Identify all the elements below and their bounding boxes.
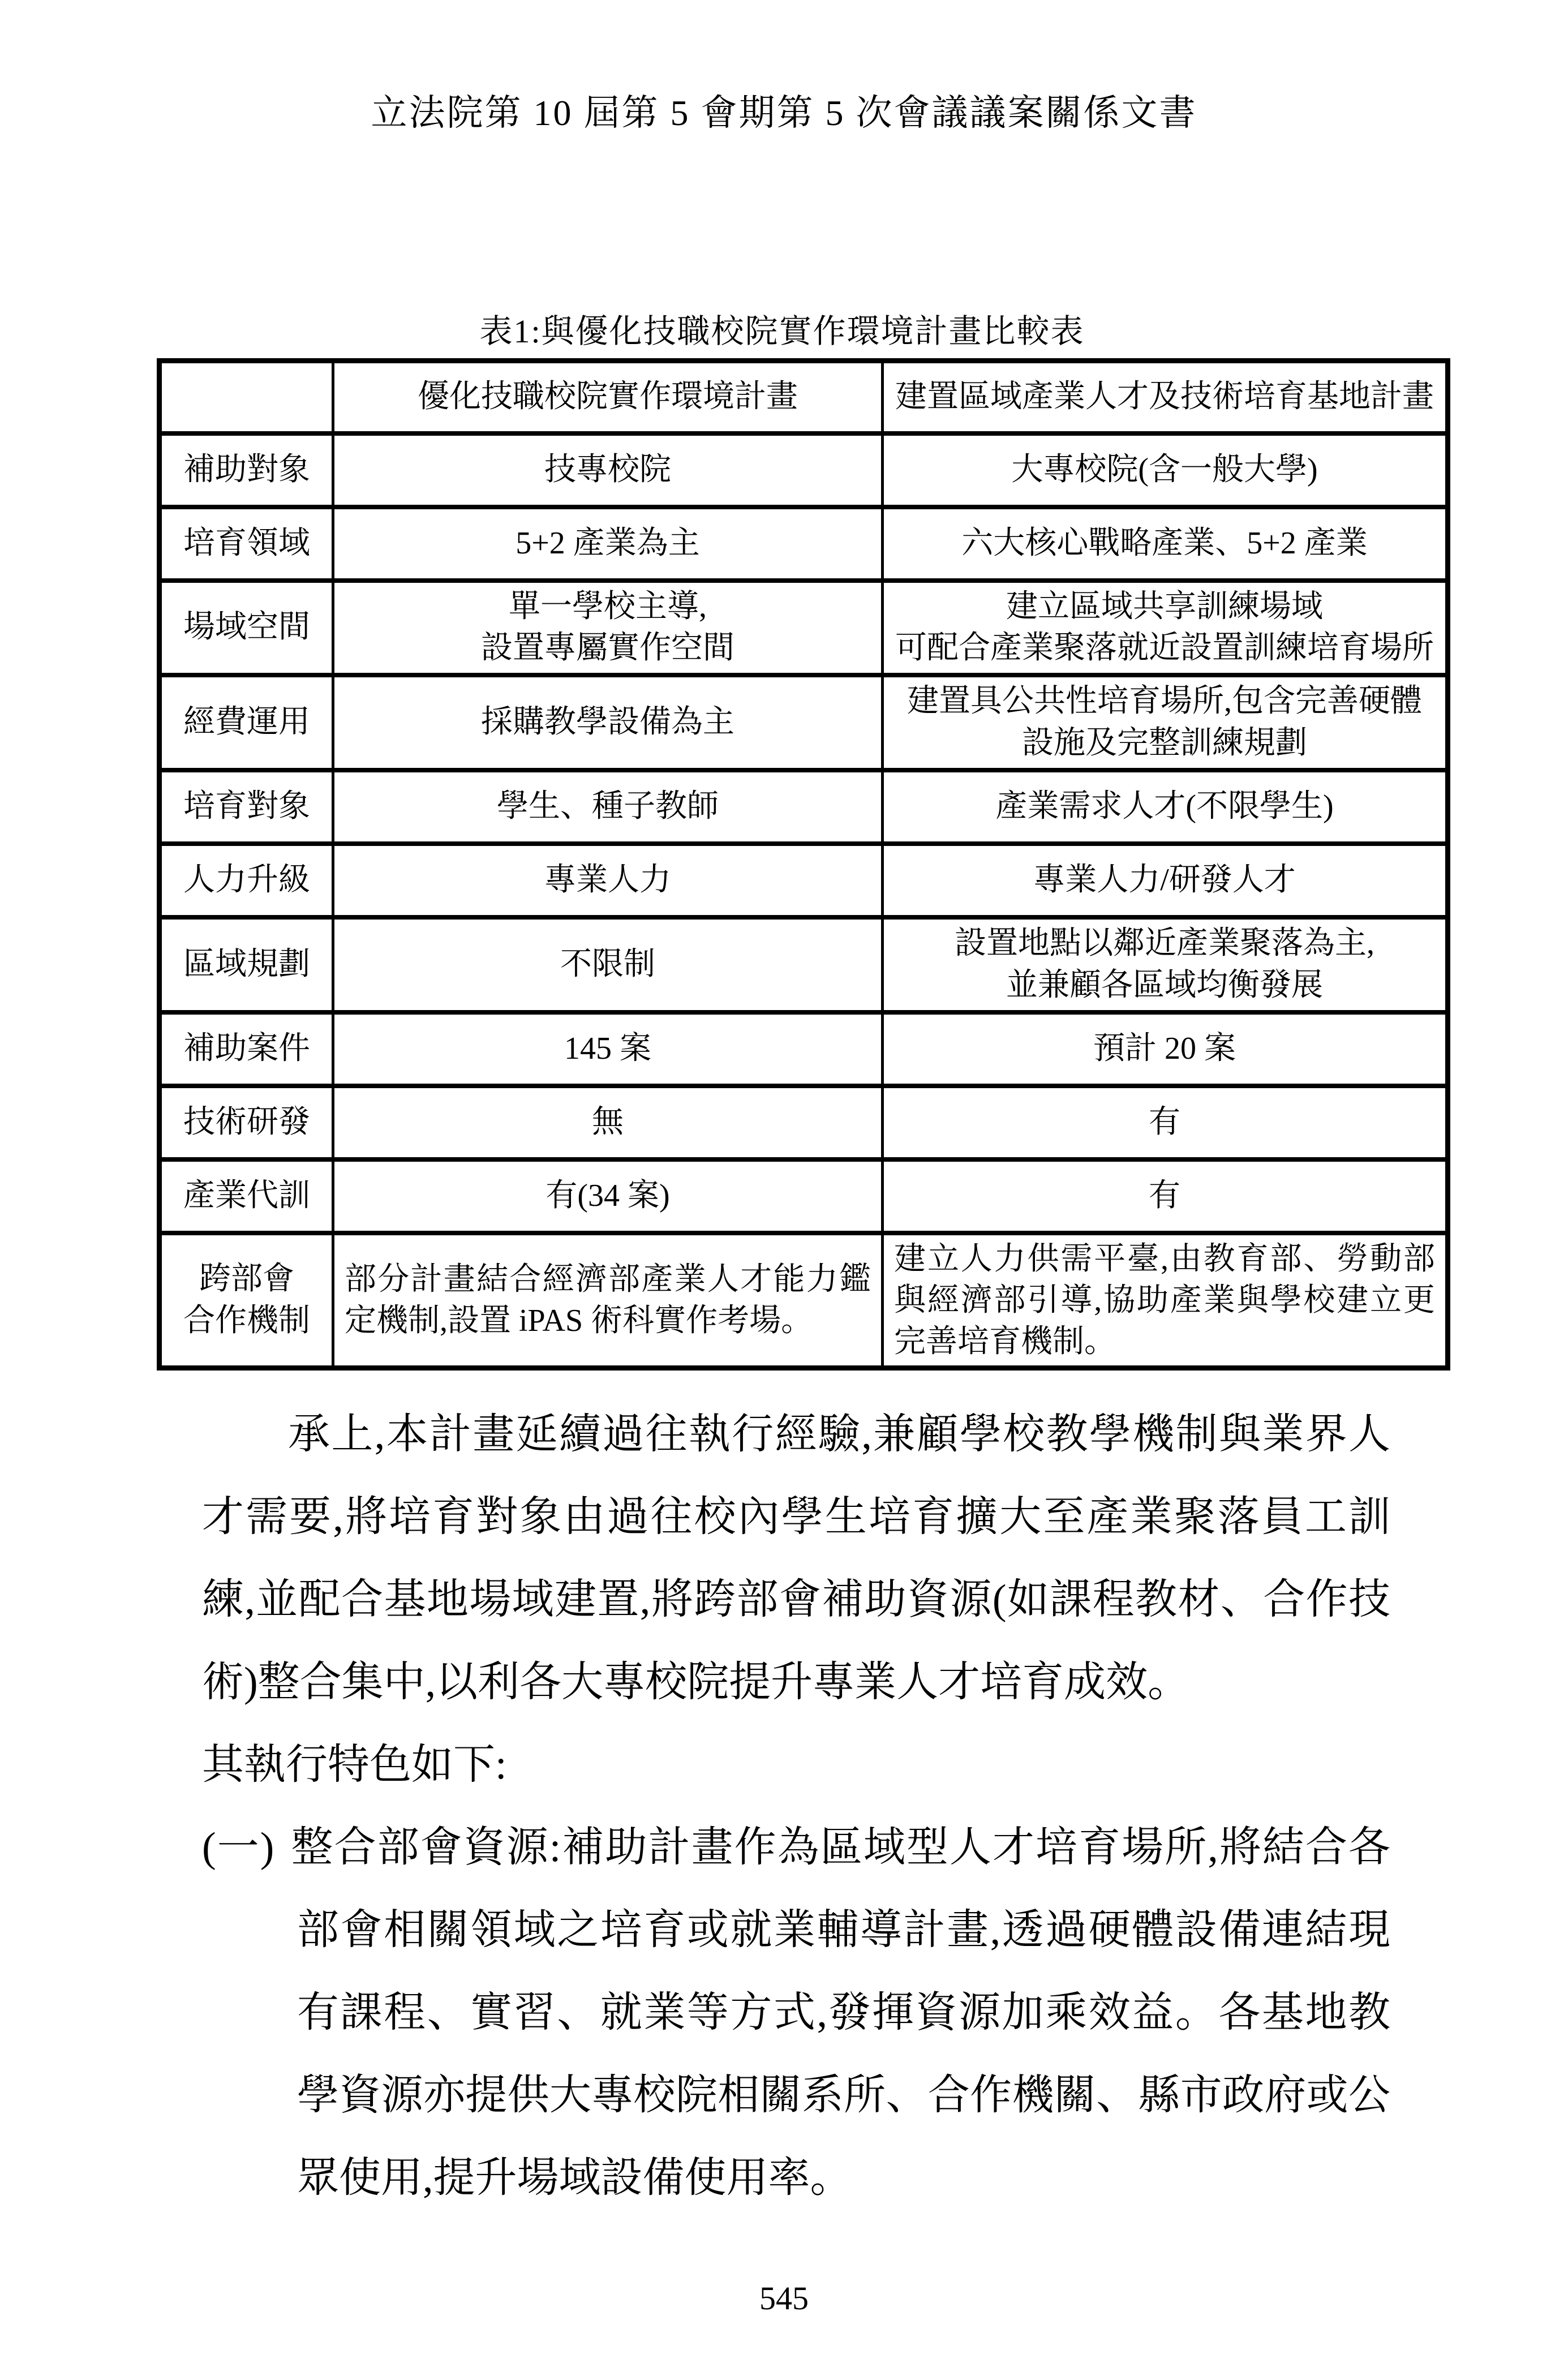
cell-plan-b: 專業人力/研發人才 — [883, 844, 1448, 917]
row-label: 經費運用 — [160, 675, 333, 770]
row-label: 補助案件 — [160, 1012, 333, 1086]
table-header-plan-b: 建置區域產業人才及技術培育基地計畫 — [883, 361, 1448, 433]
cell-plan-a: 學生、種子教師 — [333, 770, 883, 844]
page-number: 545 — [759, 2280, 809, 2317]
list-item — [202, 1806, 1390, 2219]
cell-plan-a: 技專校院 — [333, 433, 883, 507]
table-row — [160, 581, 1448, 676]
cell-plan-a: 不限制 — [333, 917, 883, 1012]
row-label: 場域空間 — [160, 581, 333, 676]
table-title: 表1:與優化技職校院實作環境計畫比較表 — [479, 313, 1085, 350]
list-item-marker: (一) — [202, 1824, 274, 1871]
table-row — [160, 917, 1448, 1012]
row-label: 補助對象 — [160, 433, 333, 507]
cell-plan-a: 有(34 案) — [333, 1159, 883, 1233]
table-header-empty — [160, 361, 333, 433]
cell-plan-b: 建立區域共享訓練場域 可配合產業聚落就近設置訓練培育場所 — [883, 581, 1448, 676]
cell-plan-a: 5+2 產業為主 — [333, 507, 883, 581]
row-label: 跨部會 合作機制 — [160, 1233, 333, 1368]
table-row — [160, 770, 1448, 844]
cell-plan-b: 有 — [883, 1086, 1448, 1159]
table-row — [160, 1159, 1448, 1233]
paragraph-main: 承上,本計畫延續過往執行經驗,兼顧學校教學機制與業界人才需要,將培育對象由過往校內學生培育擴大至產業聚落員工訓練,並配合基地場域建置,將跨部會補助資源(如課程教材、合作技術)整合集中,以利各大專校院提升專業人才培育成效。 — [202, 1411, 1390, 1706]
cell-plan-a: 單一學校主導, 設置專屬實作空間 — [333, 581, 883, 676]
table-row — [160, 1086, 1448, 1159]
cell-plan-b: 大專校院(含一般大學) — [883, 433, 1448, 507]
row-label: 技術研發 — [160, 1086, 333, 1159]
paragraph-features-intro: 其執行特色如下: — [202, 1742, 507, 1788]
row-label: 區域規劃 — [160, 917, 333, 1012]
cell-plan-b: 設置地點以鄰近產業聚落為主, 並兼顧各區域均衡發展 — [883, 917, 1448, 1012]
cell-plan-b: 預計 20 案 — [883, 1012, 1448, 1086]
list-item-text: 整合部會資源:補助計畫作為區域型人才培育場所,將結合各部會相關領域之培育或就業輔導計畫,透過硬體設備連結現有課程、實習、就業等方式,發揮資源加乘效益。各基地教學資源亦提供大專校院相關系所、合作機關、縣市政府或公眾使用,提升場域設備使用率。 — [290, 1824, 1390, 2201]
table-row — [160, 844, 1448, 917]
cell-plan-b: 有 — [883, 1159, 1448, 1233]
table-header-row — [160, 361, 1448, 433]
cell-plan-a: 145 案 — [333, 1012, 883, 1086]
body-text — [202, 1393, 1390, 2219]
table-row — [160, 507, 1448, 581]
table-row — [160, 433, 1448, 507]
table-row — [160, 1233, 1448, 1368]
comparison-table — [157, 358, 1450, 1371]
table-header-plan-a: 優化技職校院實作環境計畫 — [333, 361, 883, 433]
table-row — [160, 675, 1448, 770]
row-label: 培育對象 — [160, 770, 333, 844]
cell-plan-a: 採購教學設備為主 — [333, 675, 883, 770]
cell-plan-a: 專業人力 — [333, 844, 883, 917]
document-header: 立法院第 10 屆第 5 會期第 5 次會議議案關係文書 — [371, 93, 1197, 133]
cell-plan-b: 產業需求人才(不限學生) — [883, 770, 1448, 844]
cell-plan-b: 六大核心戰略產業、5+2 產業 — [883, 507, 1448, 581]
table-body — [160, 433, 1448, 1368]
cell-plan-b: 建置具公共性培育場所,包含完善硬體 設施及完整訓練規劃 — [883, 675, 1448, 770]
feature-list — [202, 1806, 1390, 2219]
table-row — [160, 1012, 1448, 1086]
cell-plan-a: 無 — [333, 1086, 883, 1159]
cell-plan-b: 建立人力供需平臺,由教育部、勞動部與經濟部引導,協助產業與學校建立更完善培育機制。 — [883, 1233, 1448, 1368]
row-label: 培育領域 — [160, 507, 333, 581]
row-label: 人力升級 — [160, 844, 333, 917]
row-label: 產業代訓 — [160, 1159, 333, 1233]
cell-plan-a: 部分計畫結合經濟部產業人才能力鑑定機制,設置 iPAS 術科實作考場。 — [333, 1233, 883, 1368]
